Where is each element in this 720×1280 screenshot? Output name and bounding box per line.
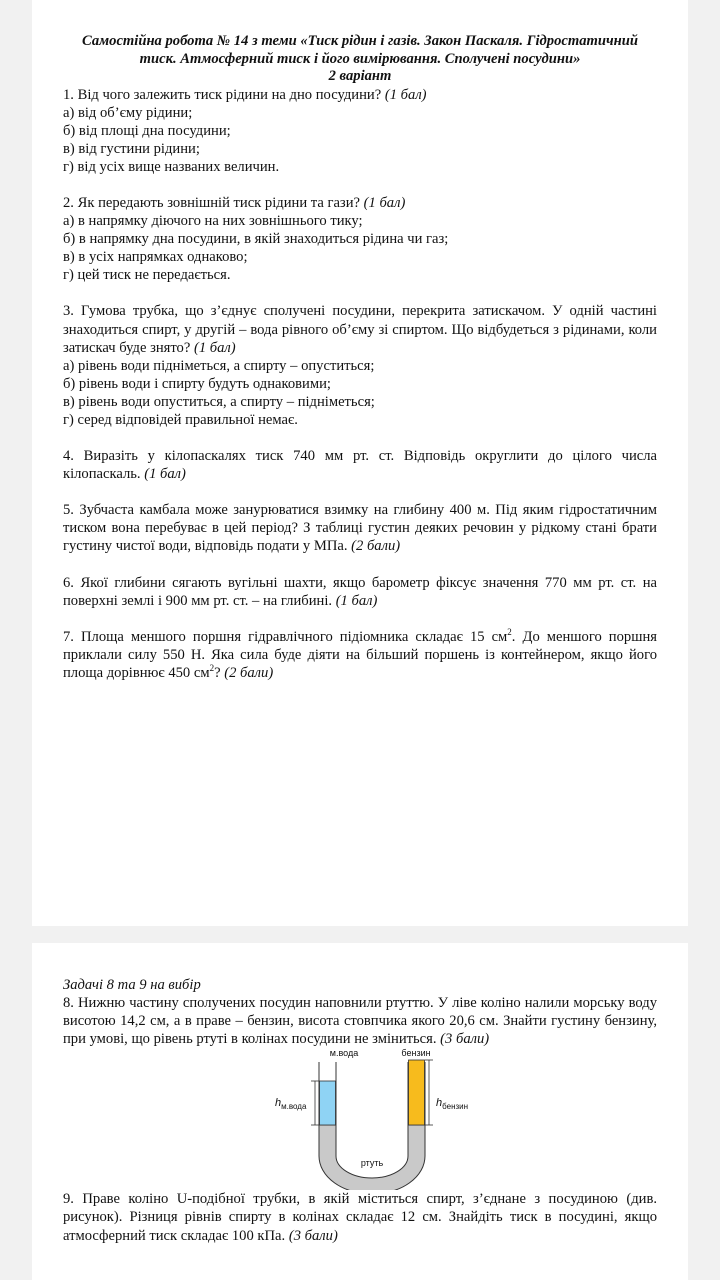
superscript: 2 [507,626,512,637]
option-a: а) від об’єму рідини; [63,104,193,121]
question-7 [63,628,657,682]
option-c: в) рівень води опуститься, а спирту – підніметься; [63,393,375,410]
points: (2 бали) [224,664,274,681]
question-6 [63,574,657,610]
page-1 [32,0,688,926]
question-text: 8. Нижню частину сполучених посудин наповнили ртуттю. У ліве коліно налили морську воду висотою 14,2 см, а в праве – бензин, висота стовпчика якого 20,6 см. Знайти густину бензину, при умові, що рівень ртуті в колінах посудини не зміниться. [63,995,657,1048]
u-tube-diagram [63,1048,719,1190]
points: (1 бал) [335,592,378,609]
question-text: 9. Праве коліно U-подібної трубки, в якій міститься спирт, з’єднане з посудиною (див. рисунок). Різниця рівнів спирту в колінах складає 12 см. Знайдіть тиск в посудині, якщо атмосферний тиск складає 100 кПа. [63,1191,657,1244]
document-title [63,0,657,86]
points: (2 бали) [351,538,401,555]
question-9 [63,1190,657,1244]
choice-note: Задачі 8 та 9 на вибір [63,977,201,993]
question-text-a: 7. Площа меншого поршня гідравлічного підіомника складає 15 см [63,628,508,645]
option-d: г) серед відповідей правильної немає. [63,412,298,428]
benzine-column [409,1060,425,1125]
question-4 [63,447,657,483]
label-mercury: ртуть [360,1158,384,1169]
question-text: 5. Зубчаста камбала може занурюватися взимку на глибину 400 м. Під яким гідростатичним тиском вона перебуває в цей період? З таблиці густин деяких речовин у рідкому стані брати густину чистої води, відповідь подати у МПа. [63,502,657,555]
label-benzine: бензин [401,1048,431,1059]
option-a: а) рівень води підніметься, а спирту – опуститься; [63,357,375,374]
question-text-b: . До меншого поршня приклали силу 550 Н. Яка сила буде діяти на більший поршень із контейнером, якщо його площа дорівнює 450 см [63,628,657,681]
question-text: 4. Виразіть у кілопаскалях тиск 740 мм рт. ст. Відповідь округлити до цілого числа кілопаскаль. [63,448,657,483]
sea-water-column [320,1081,336,1125]
question-5 [63,501,657,555]
points: (3 бали) [288,1227,338,1244]
label-h-sea-water: $h_{м.вода}$ [275,1097,307,1112]
superscript: 2 [209,663,215,674]
question-text: 3. Гумова трубка, що з’єднує сполучені посудини, перекрита затискачом. У одній частині знаходиться спирт, у другій – вода рівного об’єму зі спиртом. Що відбудеться з рідинами, коли затискач буде знято? [63,303,657,356]
variant-label: 2 варіант [328,68,392,84]
question-8 [63,994,657,1048]
question-text: 1. Від чого залежить тиск рідини на дно посудини? [63,86,382,103]
page-2 [32,943,688,1280]
label-h-benzine: $h_{бензин}$ [436,1097,469,1112]
option-b: б) в напрямку дна посудини, в якій знаходиться рідина чи газ; [63,231,449,248]
option-a: а) в напрямку діючого на них зовнішнього тику; [63,213,363,230]
question-text: 2. Як передають зовнішній тиск рідини та гази? [63,194,360,211]
points: (3 бали) [440,1031,490,1048]
option-b: б) рівень води і спирту будуть однаковими; [63,375,331,392]
question-2 [63,194,657,284]
question-3 [63,302,657,429]
points: (1 бал) [384,86,427,103]
question-text-c: ? [214,664,221,681]
label-sea-water: м.вода [329,1048,359,1059]
question-text: 6. Якої глибини сягають вугільні шахти, якщо барометр фіксує значення 770 мм рт. ст. на поверхні землі і 900 мм рт. ст. – на глибині. [63,574,657,609]
u-tube-figure [63,1048,719,1190]
title-line-2: тиск. Атмосферний тиск і його вимірювання. Сполучені посудини» [139,50,581,67]
option-d: г) цей тиск не передається. [63,267,231,284]
option-c: в) в усіх напрямках однаково; [63,249,248,266]
title-line-1: Самостійна робота № 14 з теми «Тиск рідин і газів. Закон Паскаля. Гідростатичний [82,33,638,49]
option-c: в) від густини рідини; [63,140,200,157]
points: (1 бал) [363,194,406,211]
points: (1 бал) [144,466,186,483]
option-d: г) від усіх вище названих величин. [63,158,280,175]
option-b: б) від площі дна посудини; [63,122,231,139]
question-1 [63,86,657,176]
points: (1 бал) [193,339,236,356]
